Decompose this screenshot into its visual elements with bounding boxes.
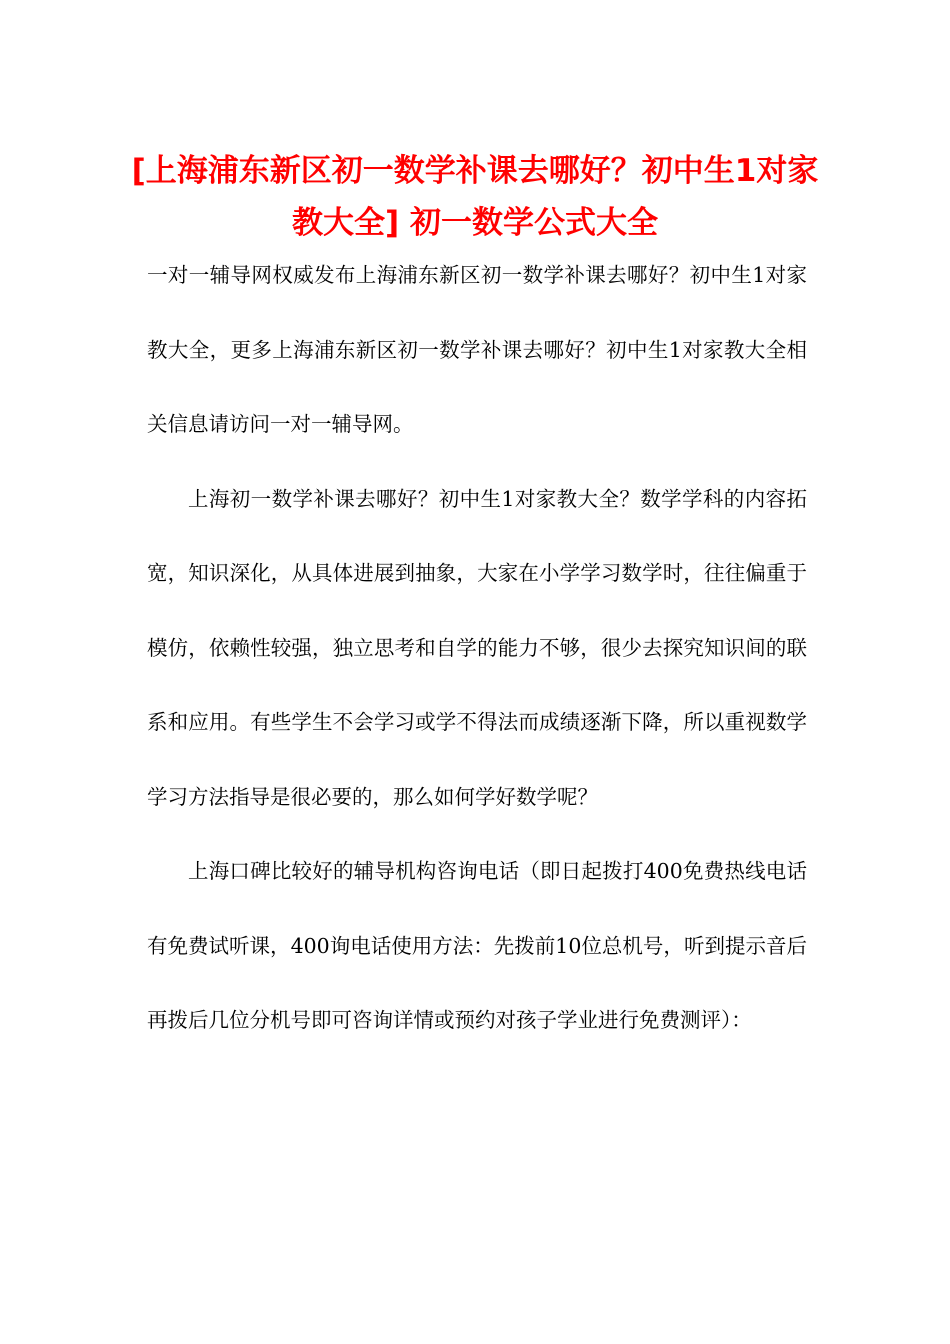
- document-title: [上海浦东新区初一数学补课去哪好？初中生1对家教大全] 初一数学公式大全: [131, 153, 819, 241]
- paragraph-intro: 一对一辅导网权威发布上海浦东新区初一数学补课去哪好？初中生1对家教大全，更多上海浦东新区初一数学补课去哪好？初中生1对家教大全相关信息请访问一对一辅导网。: [147, 263, 807, 436]
- paragraph-hotline: 上海口碑比较好的辅导机构咨询电话（即日起拨打400免费热线电话有免费试听课，400询电话使用方法：先拨前10位总机号，听到提示音后再拨后几位分机号即可咨询详情或预约对孩子学业进行免费测评）：: [147, 859, 807, 1032]
- document-body: [147, 238, 807, 1058]
- paragraph-math-learning: 上海初一数学补课去哪好？初中生1对家教大全？数学学科的内容拓宽，知识深化，从具体进展到抽象，大家在小学学习数学时，往往偏重于模仿，依赖性较强，独立思考和自学的能力不够，很少去探究知识间的联系和应用。有些学生不会学习或学不得法而成绩逐渐下降，所以重视数学学习方法指导是很必要的，那么如何学好数学呢？: [147, 486, 807, 809]
